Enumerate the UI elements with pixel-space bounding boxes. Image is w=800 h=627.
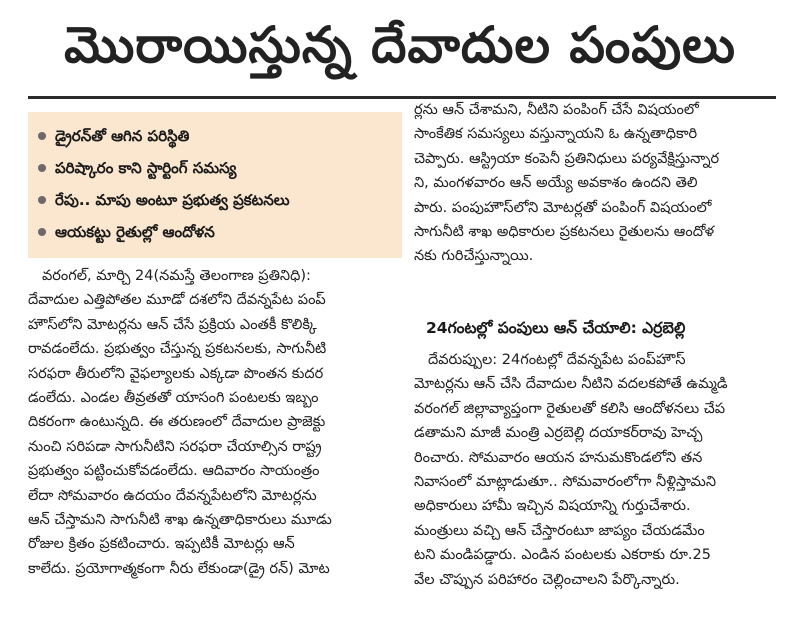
right-column-top bbox=[414, 98, 780, 269]
bullet-icon bbox=[38, 196, 46, 204]
body-line: రించారు. సోమవారం ఆయన హనుమకొండలోని తన bbox=[414, 449, 703, 466]
bullet-icon bbox=[38, 164, 46, 172]
body-line: చెప్పారు. ఆస్ట్రియా కంపెనీ ప్రతినిధులు పర్యవేక్షిస్తున్నార bbox=[414, 150, 720, 167]
body-line: వరంగల్, మార్చి 24(నమస్తే తెలంగాణ ప్రతినిధి): bbox=[42, 268, 311, 284]
body-line: నుంచి సరిపడా సాగునీటిని సరఫరా చేయాల్సిన రాష్ట్ర bbox=[28, 438, 322, 455]
highlight-text: డ్రైరన్‌తో ఆగిన పరిస్థితి bbox=[55, 127, 190, 145]
body-line: దేవాదుల ఎత్తిపోతల మూడో దశలోని దేవన్నపేట పంప్ bbox=[28, 292, 326, 309]
headline: మొరాయిస్తున్న దేవాదుల పంపులు bbox=[64, 16, 736, 74]
bullet-icon bbox=[38, 228, 46, 236]
bullet-icon bbox=[38, 132, 46, 140]
body-line: హౌస్‌లోని మోటర్లను ఆన్ చేసే ప్రక్రియ ఎంతకీ కొలిక్కి bbox=[28, 316, 317, 333]
body-line: వరంగల్ జిల్లావ్యాప్తంగా రైతులతో కలిసి ఆందోళనలు చేప bbox=[414, 400, 726, 417]
right-column-bottom bbox=[414, 348, 780, 592]
body-line: ఆన్ చేస్తామని సాగునీటి శాఖ ఉన్నతాధికారులు మూడు bbox=[28, 512, 332, 529]
body-line: ర్లను ఆన్ చేశామని, నీటిని పంపింగ్ చేసే విషయంలో bbox=[414, 102, 699, 118]
highlight-item bbox=[38, 120, 392, 152]
highlight-item bbox=[38, 216, 392, 248]
body-line: రోజుల క్రితం ప్రకటించారు. ఇప్పటికీ మోటర్లు ఆన్ bbox=[28, 536, 295, 553]
body-line: మోటర్లను ఆన్ చేసి దేవాదుల నీటిని వదలకపోతే ఉమ్మడి bbox=[414, 376, 728, 393]
body-line: టని మండిపడ్డారు. ఎండిన పంటలకు ఎకరాకు రూ.25 bbox=[414, 547, 711, 564]
body-line: రావడంలేదు. ప్రభుత్వం చేస్తున్న ప్రకటనలకు, సాగునీటి bbox=[28, 341, 327, 358]
body-line: కాలేదు. ప్రయోగాత్మకంగా నీరు లేకుండా(డ్రై రన్) మోట bbox=[28, 560, 330, 577]
body-line: సాంకేతిక సమస్యలు వస్తున్నాయని ఓ ఉన్నతాధికారి bbox=[414, 126, 698, 143]
body-line: దేవరుప్పుల: 24గంటల్లో దేవన్నపేట పంప్‌హౌస్ bbox=[428, 352, 686, 368]
subheading: 24గంటల్లో పంపులు ఆన్ చేయాలి: ఎర్రబెల్లి bbox=[426, 319, 686, 337]
body-line: నివాసంలో మాట్లాడుతూ.. సోమవారంలోగా నీళ్లిస్తామని bbox=[414, 474, 717, 491]
body-line: ప్రభుత్వం పట్టించుకోవడంలేదు. ఆదివారం సాయంత్రం bbox=[28, 463, 320, 480]
body-line: మంత్రులు వచ్చి ఆన్ చేస్తారంటూ జాప్యం చేయడమేం bbox=[414, 522, 705, 539]
body-line: లేదా సోమవారం ఉదయం దేవన్నపేటలోని మోటర్లను bbox=[28, 487, 317, 504]
highlight-text: రేపు.. మాపు అంటూ ప్రభుత్వ ప్రకటనలు bbox=[55, 191, 290, 209]
body-line: సరఫరా తీరులోని వైఫల్యాలకు ఎక్కడా పొంతన కుదర bbox=[28, 365, 324, 382]
highlight-item bbox=[38, 152, 392, 184]
body-line: దికరంగా ఉంటున్నది. ఈ తరుణంలో దేవాదుల ప్రాజెక్టు bbox=[28, 414, 326, 431]
highlight-text: ఆయకట్టు రైతుల్లో ఆందోళన bbox=[55, 223, 215, 241]
body-line: ని, మంగళవారం ఆన్ అయ్యే అవకాశం ఉందని తెలి bbox=[414, 175, 698, 192]
body-line: పారు. పంపుహౌస్‌లోని మోటర్లతో పంపింగ్ విషయంలో bbox=[414, 199, 712, 216]
body-line: డతామని మాజీ మంత్రి ఎర్రబెల్లి దయాకర్‌రావు హెచ్చ bbox=[414, 425, 703, 442]
highlight-item bbox=[38, 184, 392, 216]
body-line: నకు గురిచేస్తున్నాయి. bbox=[414, 248, 534, 265]
body-line: డంలేదు. ఎండల తీవ్రతతో యాసంగి పంటలకు ఇబ్బం bbox=[28, 390, 319, 407]
highlight-text: పరిష్కారం కాని స్టార్టింగ్ సమస్య bbox=[55, 159, 237, 177]
body-line: వేల చొప్పున పరిహారం చెల్లించాలని పేర్కొన్నారు. bbox=[414, 571, 680, 588]
left-column bbox=[28, 264, 404, 581]
highlights-box bbox=[28, 112, 402, 258]
body-line: సాగునీటి శాఖ అధికారుల ప్రకటనలు రైతులను ఆందోళ bbox=[414, 224, 715, 241]
body-line: అధికారులు హామీ ఇచ్చిన విషయాన్ని గుర్తుచేశారు. bbox=[414, 498, 691, 515]
